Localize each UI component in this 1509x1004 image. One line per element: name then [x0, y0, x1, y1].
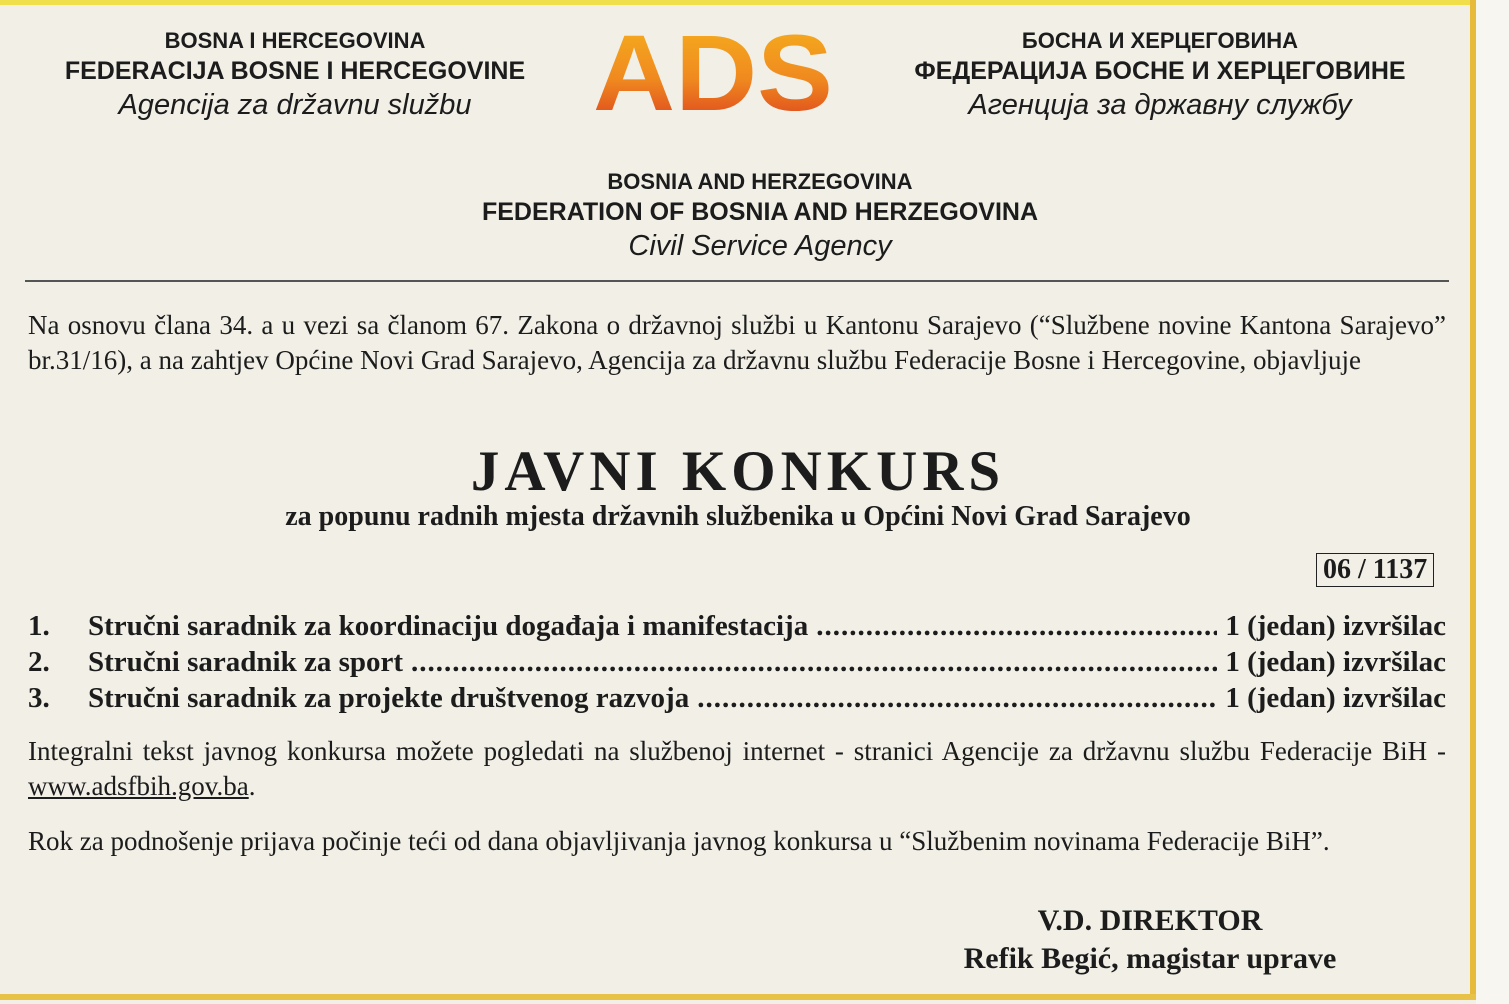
header-cyrillic: [870, 27, 1450, 123]
position-item: [28, 608, 1446, 644]
integral-text: Integralni tekst javnog konkursa možete pogledati na službenoj internet - stranici Agencije za državnu službu Federacije BiH -: [28, 736, 1446, 766]
dot-leader: [411, 644, 1217, 680]
page-margin: [1476, 0, 1509, 1004]
header-english-federation: FEDERATION OF BOSNIA AND HERZEGOVINA: [481, 198, 1039, 226]
signature-role: V.D. DIREKTOR: [1037, 904, 1263, 937]
header-latin-agency: Agencija za državnu službu: [118, 89, 472, 121]
ads-logo: [588, 18, 838, 122]
signature-block: [900, 902, 1400, 978]
header-latin: [20, 27, 570, 123]
position-number: 1.: [28, 610, 50, 642]
deadline-paragraph: Rok za podnošenje prijava počinje teći od dana objavljivanja javnog konkursa u “Službenim novinama Federacije BiH”.: [28, 826, 1330, 856]
position-count: 1 (jedan) izvršilac: [1225, 610, 1446, 642]
header-divider: [25, 280, 1449, 282]
header-cyrillic-federation: ФЕДЕРАЦИЈА БОСНЕ И ХЕРЦЕГОВИНЕ: [914, 57, 1406, 85]
positions-list: [28, 608, 1446, 716]
reference-number: 06 / 1137: [1316, 553, 1434, 587]
integral-text-paragraph: [28, 734, 1446, 804]
position-title: Stručni saradnik za sport: [88, 646, 404, 678]
dot-leader: [697, 680, 1217, 716]
intro-paragraph: Na osnovu člana 34. a u vezi sa članom 67. Zakona o državnoj službi u Kantonu Sarajevo (“Službene novine Kantona Sarajevo” br.31/16), a na zahtjev Općine Novi Grad Sarajevo, Agencija za državnu službu Federacije Bosne i Hercegovine, objavljuje: [28, 310, 1446, 375]
position-count: 1 (jedan) izvršilac: [1225, 682, 1446, 714]
dot-leader: [816, 608, 1217, 644]
frame-bottom-border: [0, 994, 1476, 1000]
position-title: Stručni saradnik za projekte društvenog razvoja: [88, 682, 690, 714]
position-number: 2.: [28, 646, 50, 678]
header-english-country: BOSNIA AND HERZEGOVINA: [607, 169, 913, 194]
header-cyrillic-country: БОСНА И ХЕРЦЕГОВИНА: [1021, 28, 1299, 53]
header-cyrillic-agency: Агенција за државну службу: [968, 89, 1352, 121]
header-latin-federation: FEDERACIJA BOSNE I HERCEGOVINE: [64, 57, 526, 85]
position-count: 1 (jedan) izvršilac: [1225, 646, 1446, 678]
position-title: Stručni saradnik za koordinaciju događaja i manifestacija: [88, 610, 809, 642]
position-number: 3.: [28, 682, 50, 714]
header-latin-country: BOSNA I HERCEGOVINA: [164, 28, 426, 53]
announcement-title: JAVNI KONKURS: [470, 440, 1006, 503]
frame-top-border: [0, 0, 1475, 5]
position-item: [28, 644, 1446, 680]
announcement-subtitle: za popunu radnih mjesta državnih službenika u Općini Novi Grad Sarajevo: [285, 501, 1191, 532]
agency-website-link[interactable]: www.adsfbih.gov.ba: [28, 771, 249, 801]
ads-logo-text: ADS: [593, 18, 833, 122]
position-item: [28, 680, 1446, 716]
header-english-agency: Civil Service Agency: [628, 230, 892, 262]
integral-text-end: .: [248, 771, 256, 801]
header-english: [380, 168, 1140, 264]
signature-name: Refik Begić, magistar uprave: [963, 942, 1337, 975]
